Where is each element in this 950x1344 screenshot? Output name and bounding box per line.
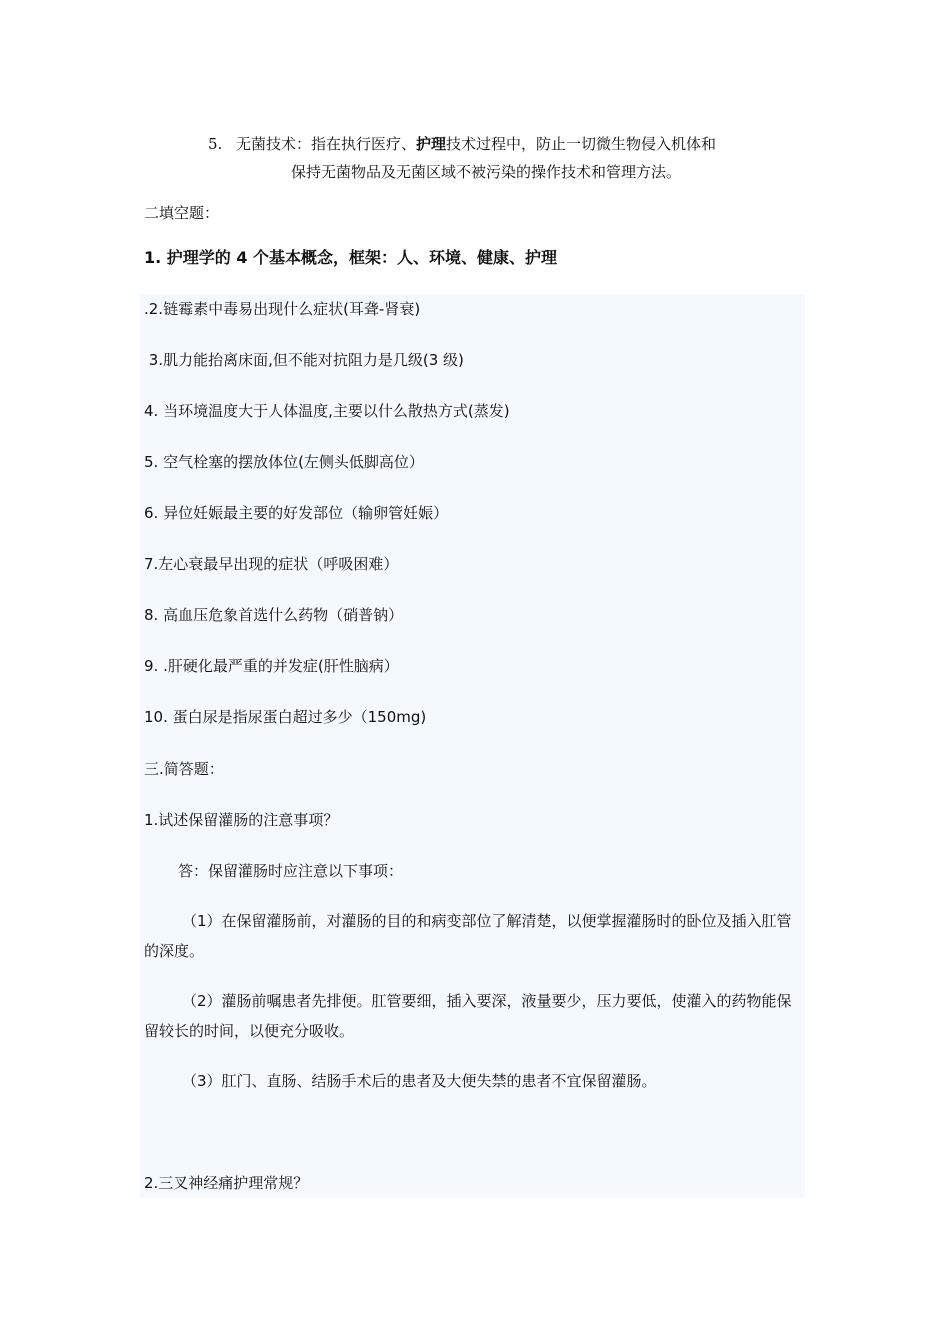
definition-line-2: 保持无菌物品及无菌区域不被污染的操作技术和管理方法。 xyxy=(291,163,682,181)
fill-item-3: 3.肌力能抬离床面,但不能对抗阻力是几级(3 级) xyxy=(144,351,464,369)
section-heading-fill-in: 二填空题： xyxy=(144,204,220,222)
definition-number: 5. xyxy=(208,135,223,153)
fill-item-5: 5. 空气栓塞的摆放体位(左侧头低脚高位） xyxy=(144,453,424,471)
definition-rest: 技术过程中，防止一切微生物侵入机体和 xyxy=(446,135,717,153)
highlight-background xyxy=(140,294,805,1198)
question-2: 2.三叉神经痛护理常规？ xyxy=(144,1174,309,1192)
definition-term: 无菌技术：指在执行医疗、 xyxy=(236,135,417,153)
answer-point-2: （2）灌肠前嘱患者先排便。肛管要细，插入要深，液量要少，压力要低，使灌入的药物能保留较长的时间，以便充分吸收。 xyxy=(144,992,792,1040)
fill-item-10: 10. 蛋白尿是指尿蛋白超过多少（150mg) xyxy=(144,708,427,726)
fill-item-7: 7.左心衰最早出现的症状（呼吸困难） xyxy=(144,555,399,573)
fill-item-2: .2.链霉素中毒易出现什么症状(耳聋-肾衰) xyxy=(144,300,421,318)
definition-bold-word: 护理 xyxy=(416,135,447,153)
section-heading-short-answer: 三.简答题： xyxy=(144,760,224,778)
definition-line-1 xyxy=(208,134,716,154)
answer-point-3: （3）肛门、直肠、结肠手术后的患者及大便失禁的患者不宜保留灌肠。 xyxy=(182,1072,657,1090)
fill-item-9: 9. .肝硬化最严重的并发症(肝性脑病） xyxy=(144,657,399,675)
answer-intro: 答：保留灌肠时应注意以下事项： xyxy=(178,862,404,880)
question-1: 1.试述保留灌肠的注意事项？ xyxy=(144,811,339,829)
fill-item-4: 4. 当环境温度大于人体温度,主要以什么散热方式(蒸发) xyxy=(144,402,510,420)
fill-item-1: 1. 护理学的 4 个基本概念，框架：人、环境、健康、护理 xyxy=(144,248,558,267)
fill-item-8: 8. 高血压危象首选什么药物（硝普钠） xyxy=(144,606,404,624)
fill-item-6: 6. 异位妊娠最主要的好发部位（输卵管妊娠） xyxy=(144,504,449,522)
answer-point-1: （1）在保留灌肠前，对灌肠的目的和病变部位了解清楚，以便掌握灌肠时的卧位及插入肛管的深度。 xyxy=(144,912,792,960)
